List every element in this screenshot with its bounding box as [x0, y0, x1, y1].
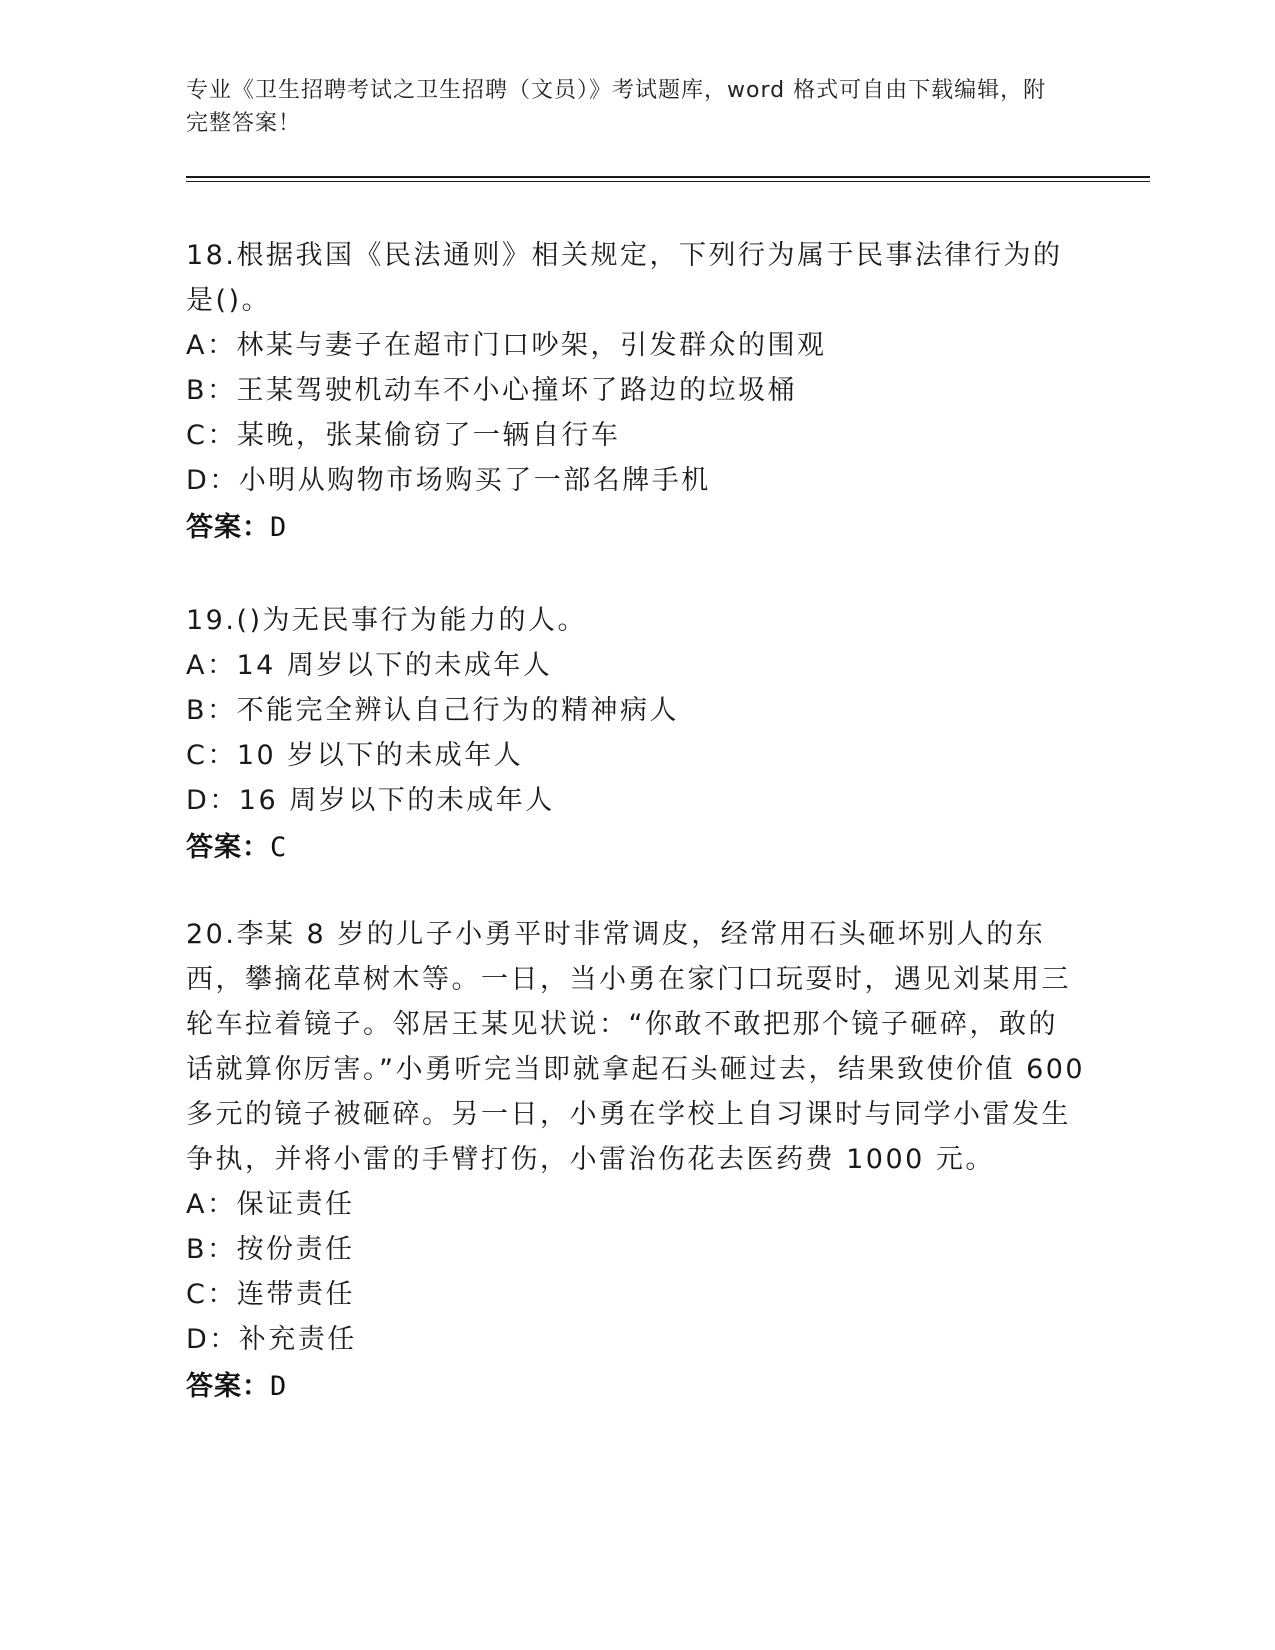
- header-divider-thin: [186, 181, 1150, 182]
- option-c: C：某晚，张某偷窃了一辆自行车: [186, 420, 621, 451]
- option-d: D：小明从购物市场购买了一部名牌手机: [186, 465, 711, 496]
- header-divider: [186, 176, 1150, 178]
- question-stem: 20.李某 8 岁的儿子小勇平时非常调皮，经常用石头砸坏别人的东西，攀摘花草树木等。一日，当小勇在家门口玩耍时，遇见刘某用三轮车拉着镜子。邻居王某见状说：“你敢不敢把那个镜子砸碎，敢的话就算你厉害。”小勇听完当即就拿起石头砸过去，结果致使价值 600 多元的镜子被砸碎。另一日，小勇在学校上自习课时与同学小雷发生争执，并将小雷的手臂打伤，小雷治伤花去医药费 1000 元。: [186, 919, 1086, 1175]
- option-d: D：16 周岁以下的未成年人: [186, 785, 555, 816]
- option-b: B：不能完全辨认自己行为的精神病人: [186, 695, 680, 726]
- question-18: [186, 233, 1086, 550]
- answer-label: 答案：: [186, 1371, 270, 1402]
- option-b: B：按份责任: [186, 1234, 355, 1265]
- option-c: C：10 岁以下的未成年人: [186, 740, 524, 771]
- answer-line: [186, 1364, 1086, 1409]
- answer-line: [186, 825, 1086, 870]
- answer-label: 答案：: [186, 512, 270, 543]
- answer-label: 答案：: [186, 832, 270, 863]
- option-d: D：补充责任: [186, 1324, 357, 1355]
- option-a: A：保证责任: [186, 1189, 355, 1220]
- question-stem: 19.()为无民事行为能力的人。: [186, 605, 588, 636]
- answer-value: C: [270, 832, 288, 863]
- option-a: A：14 周岁以下的未成年人: [186, 650, 553, 681]
- option-b: B：王某驾驶机动车不小心撞坏了路边的垃圾桶: [186, 375, 798, 406]
- question-stem: 18.根据我国《民法通则》相关规定，下列行为属于民事法律行为的是()。: [186, 240, 1063, 316]
- answer-value: D: [270, 512, 288, 543]
- answer-line: [186, 505, 1086, 550]
- question-20: [186, 912, 1086, 1409]
- answer-value: D: [270, 1371, 288, 1402]
- option-a: A：林某与妻子在超市门口吵架，引发群众的围观: [186, 330, 827, 361]
- question-19: [186, 598, 1086, 870]
- option-c: C：连带责任: [186, 1279, 355, 1310]
- document-header: 专业《卫生招聘考试之卫生招聘（文员）》考试题库，word 格式可自由下载编辑，附完整答案！: [186, 78, 1047, 136]
